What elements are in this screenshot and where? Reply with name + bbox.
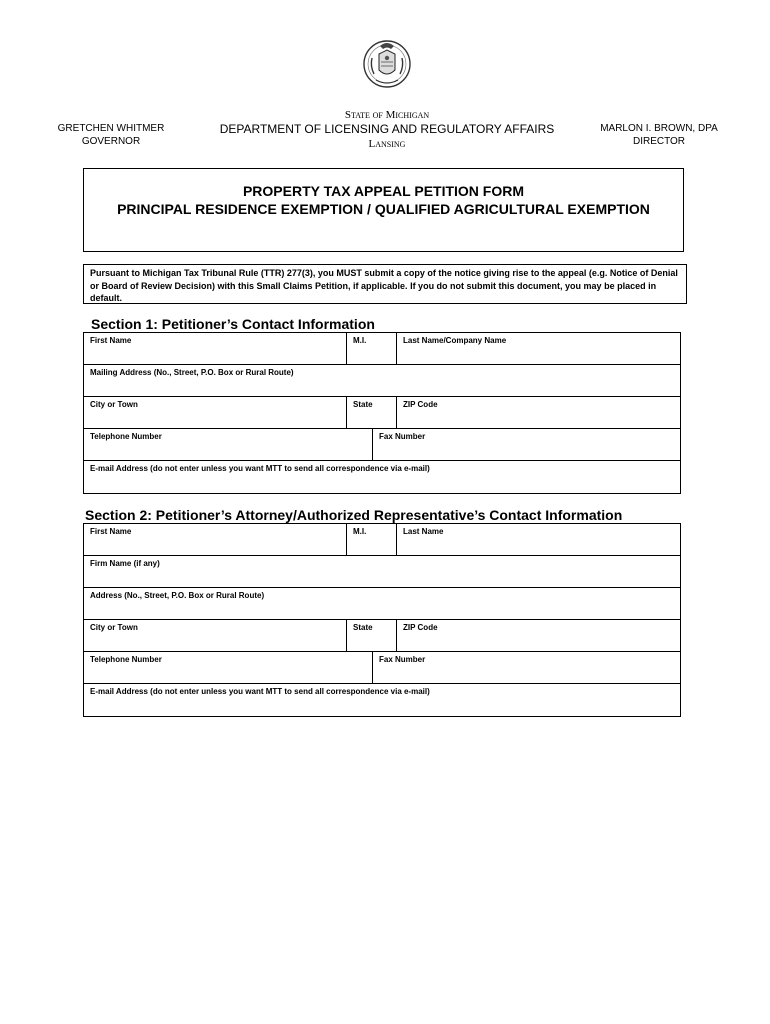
zip-label: ZIP Code [403, 400, 438, 409]
telephone-label: Telephone Number [90, 432, 162, 441]
form-title: PROPERTY TAX APPEAL PETITION FORM [242, 183, 525, 199]
section2-fax-field[interactable] [372, 652, 680, 683]
telephone-label: Telephone Number [90, 655, 162, 664]
section1-address-row [84, 365, 680, 397]
department-name: DEPARTMENT OF LICENSING AND REGULATORY AFFAIRS [219, 122, 555, 136]
section2-city-field[interactable] [84, 620, 346, 651]
firm-name-label: Firm Name (if any) [90, 559, 160, 568]
form-subtitle: PRINCIPAL RESIDENCE EXEMPTION / QUALIFIED AGRICULTURAL EXEMPTION [117, 201, 650, 217]
section2-firm-row [84, 556, 680, 588]
first-name-label: First Name [90, 527, 132, 536]
section1-email-row [84, 461, 680, 493]
section1-telephone-field[interactable] [84, 429, 372, 460]
section2-firm-name-field[interactable] [84, 556, 680, 587]
email-label: E-mail Address (do not enter unless you want MTT to send all correspondence via e-mail) [90, 464, 430, 473]
zip-label: ZIP Code [403, 623, 438, 632]
section2-first-name-field[interactable] [84, 524, 346, 555]
default-notice: Pursuant to Michigan Tax Tribunal Rule (TTR) 277(3), you MUST submit a copy of the notice giving rise to the appeal (e.g. Notice of Denial or Board of Review Decision) with this Small Claims Petition, if applicable. If you do not submit this document, you may be placed in default. [83, 264, 687, 304]
section2-state-field[interactable] [346, 620, 396, 651]
section2-email-field[interactable] [84, 684, 680, 716]
address-label: Address (No., Street, P.O. Box or Rural Route) [90, 591, 265, 600]
section1-city-row [84, 397, 680, 429]
form-title-box [83, 168, 684, 252]
section2-telephone-field[interactable] [84, 652, 372, 683]
director-block [588, 122, 730, 148]
last-name-label: Last Name [403, 527, 444, 536]
section1-state-field[interactable] [346, 397, 396, 428]
director-name: MARLON I. BROWN, DPA [600, 123, 718, 134]
section1-phone-row [84, 429, 680, 461]
section2-zip-field[interactable] [396, 620, 680, 651]
state-label: State [353, 623, 373, 632]
email-label: E-mail Address (do not enter unless you want MTT to send all correspondence via e-mail) [90, 687, 430, 696]
governor-title: GOVERNOR [81, 136, 141, 147]
mi-label: M.I. [353, 336, 367, 345]
director-title: DIRECTOR [632, 136, 686, 147]
section1-mailing-address-field[interactable] [84, 365, 680, 396]
section2-title: Section 2: Petitioner’s Attorney/Authorized Representative’s Contact Information [85, 507, 623, 523]
mi-label: M.I. [353, 527, 367, 536]
section1-mi-field[interactable] [346, 333, 396, 364]
governor-block [40, 122, 182, 148]
section1-email-field[interactable] [84, 461, 680, 493]
section2-form [83, 523, 681, 717]
city-label: City or Town [90, 400, 138, 409]
city-label: City or Town [90, 623, 138, 632]
fax-label: Fax Number [379, 655, 426, 664]
section2-address-field[interactable] [84, 588, 680, 619]
city-name: Lansing [368, 138, 406, 150]
governor-name: GRETCHEN WHITMER [57, 123, 165, 134]
state-label: State [353, 400, 373, 409]
mailing-address-label: Mailing Address (No., Street, P.O. Box or Rural Route) [90, 368, 294, 377]
section1-form [83, 332, 681, 494]
section1-name-row [84, 333, 680, 365]
state-name: State of Michigan [344, 109, 430, 121]
section2-last-name-field[interactable] [396, 524, 680, 555]
department-header [190, 108, 584, 151]
section2-city-row [84, 620, 680, 652]
fax-label: Fax Number [379, 432, 426, 441]
section2-address-row [84, 588, 680, 620]
section2-phone-row [84, 652, 680, 684]
section2-mi-field[interactable] [346, 524, 396, 555]
last-name-label: Last Name/Company Name [403, 336, 507, 345]
section1-first-name-field[interactable] [84, 333, 346, 364]
michigan-state-seal-icon [362, 36, 412, 92]
first-name-label: First Name [90, 336, 132, 345]
section1-title: Section 1: Petitioner’s Contact Information [91, 316, 375, 332]
section1-city-field[interactable] [84, 397, 346, 428]
section1-fax-field[interactable] [372, 429, 680, 460]
section2-email-row [84, 684, 680, 716]
section2-name-row [84, 524, 680, 556]
section1-zip-field[interactable] [396, 397, 680, 428]
section1-last-name-field[interactable] [396, 333, 680, 364]
